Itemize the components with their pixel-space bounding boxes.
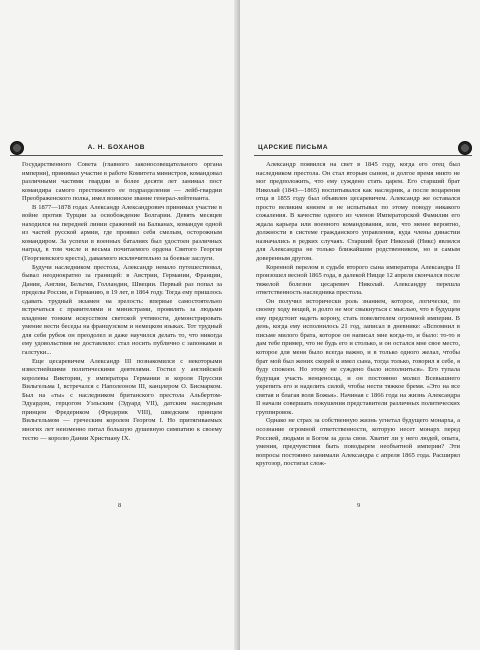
right-page-text (256, 161, 460, 469)
right-page (240, 0, 480, 650)
left-running-title: А. Н. БОХАНОВ (87, 144, 145, 151)
right-page-number: 9 (357, 502, 361, 509)
paragraph: Будучи наследником престола, Александр немало путешествовал, бывал неоднократно за границей: в Австрии, Германии, Франции, Дании, Англии, Бельгии, Голландии, Швеции. Первый раз попал за пределы России, в Германию, в 19 лет, в 1864 году. Тогда ему пришлось сдавать трудный экзамен на зрелость: впервые самостоятельно встречаться с правителями и министрами, проявлять за людьми владение тонким искусством светской учтивости, демонстрировать умение вести беседы на французском и немецком языках. Тот трудный для себя рубеж он преодолел и даже научился делать то, что никогда ему удовольствия не доставляло: стал носить публично с запонками и галстуки... (22, 263, 222, 357)
imperial-seal-icon (458, 141, 472, 155)
paragraph: Александр появился на свет в 1845 году, когда его отец был наследником престола. Он стал вторым сыном, и долгое время никто не мог предположить, что ему суждено стать царем. Его старший брат Николай (1843—1865) воспитывался как наследник, а после воцарения отца в 1855 году был объявлен цесаревичем. Александр же оставался просто великим князем и не испытывал по этому поводу никакого сожаления. В качестве одного из членов Императорской Фамилии его ждала карьера или военного командования, или, что менее вероятно, должности в системе гражданского управления, куда члены династии назначались в редких случаях. Старший брат Николай (Никс) являлся для Александра не только ближайшим родственником, но и самым доверенным другом. (256, 161, 460, 263)
left-page-text (22, 161, 222, 443)
paragraph: Он получил исторически роль знанием, которое, логически, по своему ходу вещей, и долго не мог свыкнуться с мыслью, что в будущем ему предстоит надеть корону, стать повелителем огромной империи. В день, когда ему исполнилось 21 год, записал в дневнике: «Вспомнил в письме милого брата, которое он написал мне когда-то, и было: то-то я дам тебе пример, что не будь его и столько, и он остался мне свое место, которое для меня было всегда важно, и в только одного желал, чтобы брат мой был жених скорей и имел сына, тогда только, говорил я себе, я буду спокоен. Но этому не суждено было исполниться». Его тупала будущая участь венценосца, и он постоянно молил Всевышнего укрепить его и наделить силой, чтобы нести тяжкое бремя. «Это на все святая и благая воля Божья». Начиная с 1866 года на жизнь Александра II начали совершать покушения представители различных политических группировок. (256, 297, 460, 416)
right-running-title: ЦАРСКИЕ ПИСЬМА (258, 144, 329, 151)
paragraph: Государственного Совета (главного законосовещательного органа империи), принимал участие в работе Комитета министров, командовал различными частями гвардии и более десяти лет занимал пост командира самого престижного ее подразделения — лейб-гвардии Преображенского полка, имел воинское звание генерал-лейтенанта. (22, 161, 222, 203)
left-page-number: 8 (118, 502, 122, 509)
left-page (0, 0, 238, 650)
paragraph: Однако не страх за собственную жизнь угнетал будущего монарха, а осознание огромной ответственности, которую несет монарх перед Россией, людьми и Богом за дела свои. Хватит ли у него людей, опыта, умения, предчувствия быть поводырем необъятной империи? Эти вопросы постоянно занимали Александра с апреля 1865 года. Расширял кругозор, постигал слож- (256, 417, 460, 468)
paragraph: Еще цесаревичем Александр III познакомился с некоторыми известнейшими политическими деятелями. Гостил у английской королевы Виктории, у императора Германии и короля Пруссии Вильгельма I, встречался с Наполеоном III, канцлером О. Бисмарком. Был на «ты» с наследником британского престола Альбертом-Эдуардом, герцогом Уэльским (Эдуард VII), датским наследным принцем Фредериком (Фредерик VIII), шведским принцем Вильгельмом — греческим королем Георгом I. Но притягиваемых многих лет неизменно питал большую душевную симпатию к своему тестю — королю Дании Христиану IX. (22, 357, 222, 442)
left-page-header (10, 140, 223, 156)
paragraph: Коренной перелом в судьбе второго сына императора Александра II произошел весной 1865 года, в далекой Ницце 12 апреля скончался после тяжелой болезни цесаревич Николай. Александру перешла ответственность наследника престола. (256, 263, 461, 297)
imperial-seal-icon (10, 141, 24, 155)
paragraph: В 1877—1878 годах Александр Александрович принимал участие в войне против Турции за освобождение Болгарии. Девять месяцев находился на передней линии сражений на Балканах, командуя одной из частей русской армии, где проявил себя смелым, осторожным командиром. За успехи в военных баталиях был удостоен различных наград, в том числе и весьма почитаемого ордена Святого Георгия (Георгиевского креста), даваемого исключительно за боевые заслуги. (22, 203, 222, 263)
right-page-header (254, 140, 472, 156)
